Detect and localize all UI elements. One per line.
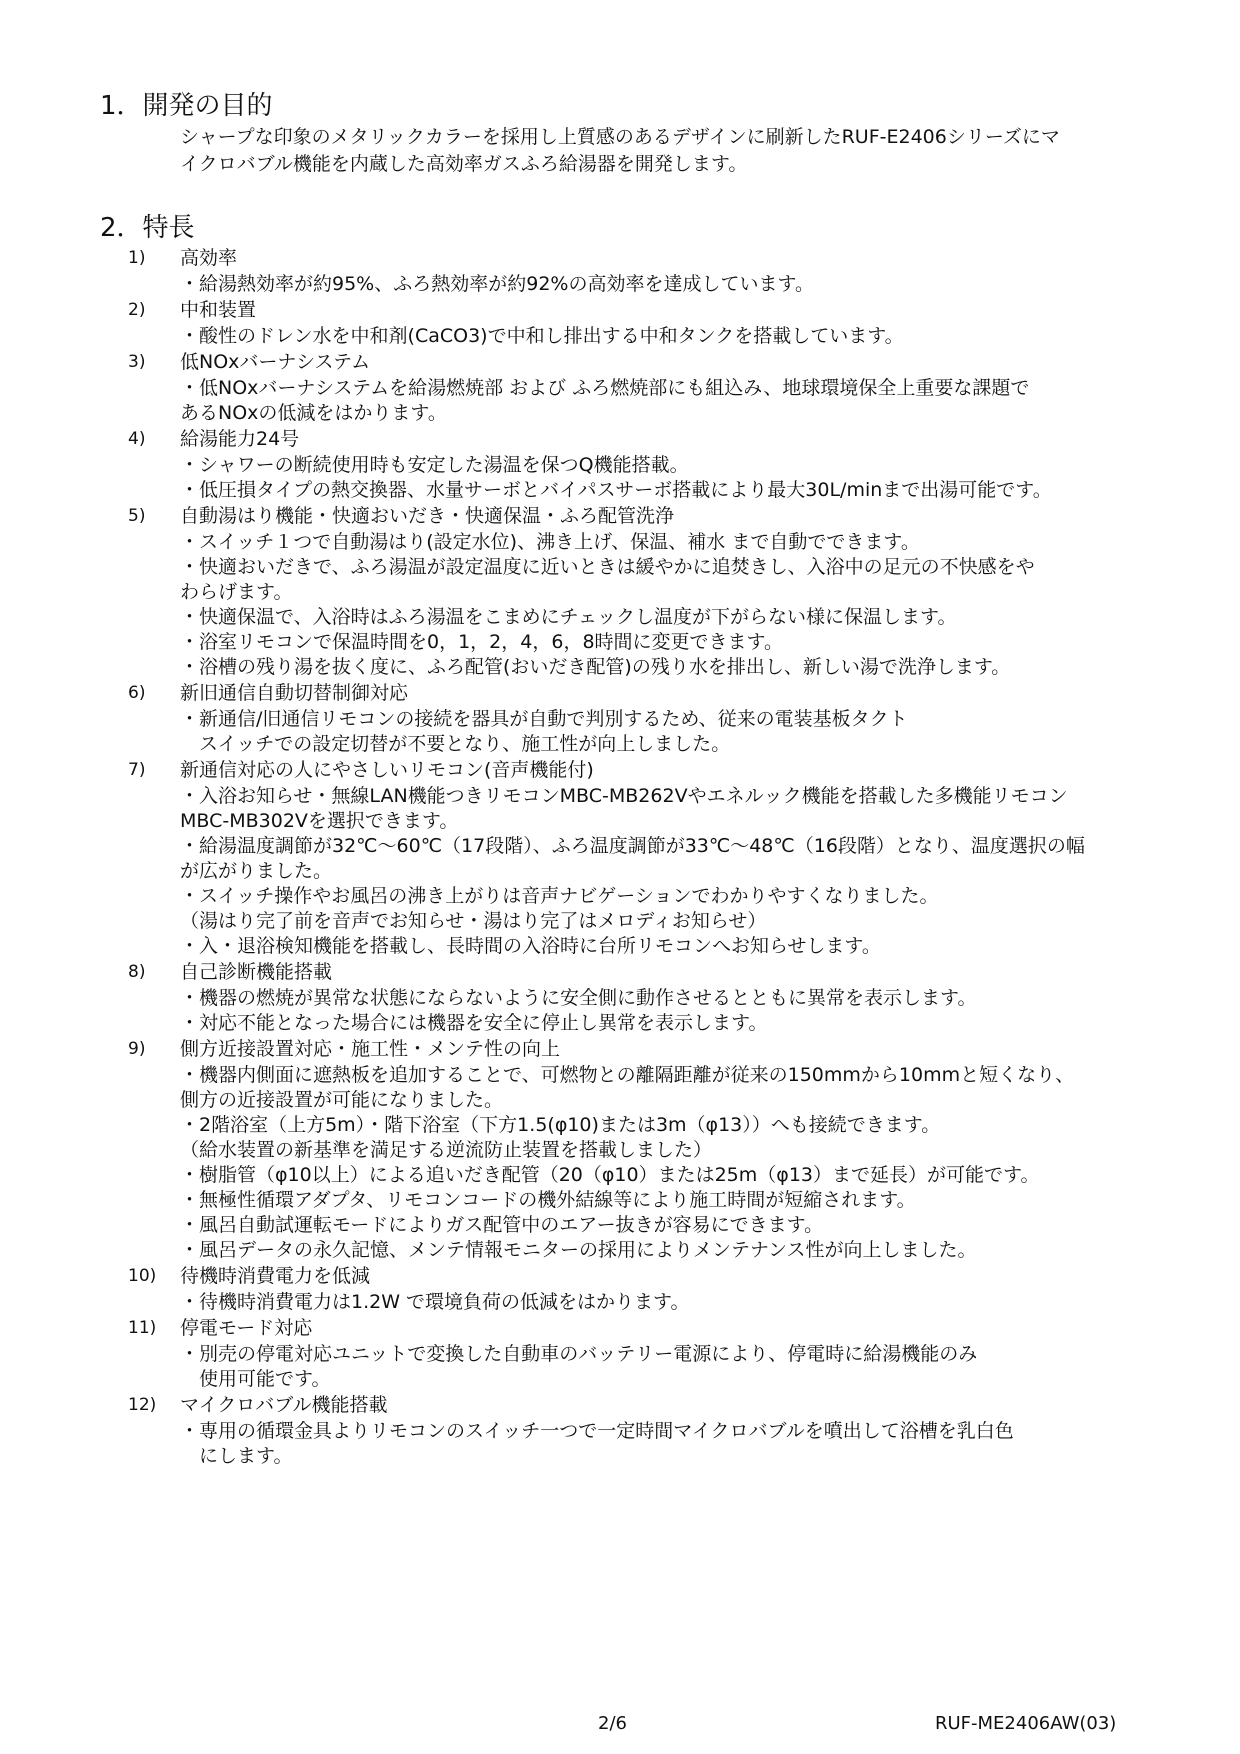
feature-header (0, 1392, 1240, 1419)
feature-detail-line: 側方の近接設置が可能になりました。 (180, 1089, 504, 1111)
feature-header (0, 680, 1240, 707)
feature-detail-line: ・シャワーの断続使用時も安定した湯温を保つQ機能搭載。 (180, 454, 689, 476)
feature-detail-line: ・機器内側面に遮熱板を追加することで、可燃物との離隔距離が従来の150mmから10mmと短くなり、 (180, 1064, 1075, 1086)
feature-detail-line: あるNOxの低減をはかります。 (180, 402, 447, 424)
feature-number: 2) (128, 300, 146, 320)
feature-title: 待機時消費電力を低減 (180, 1265, 371, 1287)
feature-title: 新通信対応の人にやさしいリモコン(音声機能付) (180, 759, 594, 781)
feature-detail-line: にします。 (180, 1445, 293, 1467)
feature-item (0, 1036, 1240, 1263)
feature-title: 高効率 (180, 247, 238, 269)
feature-item (0, 1392, 1240, 1469)
feature-detail-line: が広がりました。 (180, 860, 333, 882)
section-1-body (180, 124, 1160, 178)
feature-detail-line: スイッチでの設定切替が不要となり、施工性が向上しました。 (180, 733, 731, 755)
feature-number: 6) (128, 683, 146, 703)
body-line: シャープな印象のメタリックカラーを採用し上質感のあるデザインに刷新したRUF-E2406シリーズにマ (180, 126, 1060, 148)
feature-number: 11) (128, 1318, 157, 1338)
feature-item (0, 503, 1240, 680)
feature-item (0, 959, 1240, 1036)
feature-detail-line: ・対応不能となった場合には機器を安全に停止し異常を表示します。 (180, 1012, 768, 1034)
feature-detail-line: ・入浴お知らせ・無線LAN機能つきリモコンMBC-MB262Vやエネルック機能を搭載した多機能リモコン (180, 785, 1068, 807)
feature-item (0, 245, 1240, 297)
feature-header (0, 1036, 1240, 1063)
feature-number: 1) (128, 248, 146, 268)
feature-item (0, 297, 1240, 349)
feature-detail-line: ・2階浴室（上方5m）・階下浴室（下方1.5(φ10)または3m（φ13））へも接続できます。 (180, 1114, 941, 1136)
feature-number: 9) (128, 1039, 146, 1059)
feature-detail-line: ・別売の停電対応ユニットで変換した自動車のバッテリー電源により、停電時に給湯機能のみ (180, 1343, 978, 1365)
feature-item (0, 426, 1240, 503)
feature-detail-line: ・風呂自動試運転モードによりガス配管中のエアー抜きが容易にできます。 (180, 1214, 824, 1236)
feature-detail-line: （湯はり完了前を音声でお知らせ・湯はり完了はメロディお知らせ） (180, 910, 767, 932)
feature-title: マイクロバブル機能搭載 (180, 1394, 388, 1416)
feature-detail-line: ・給湯温度調節が32℃～60℃（17段階）、ふろ温度調節が33℃～48℃（16段階）となり、温度選択の幅 (180, 835, 1085, 857)
feature-title: 自己診断機能搭載 (180, 961, 333, 983)
feature-header (0, 959, 1240, 986)
feature-detail-line: ・快適おいだきで、ふろ湯温が設定温度に近いときは緩やかに追焚きし、入浴中の足元の不快感をや (180, 556, 1035, 578)
feature-detail-line: ・新通信/旧通信リモコンの接続を器具が自動で判別するため、従来の電装基板タクト (180, 708, 908, 730)
feature-detail-line: ・樹脂管（φ10以上）による追いだき配管（20（φ10）または25m（φ13）まで延長）が可能です。 (180, 1164, 1040, 1186)
feature-number: 7) (128, 760, 146, 780)
body-line: イクロバブル機能を内蔵した高効率ガスふろ給湯器を開発します。 (180, 153, 748, 175)
feature-item (0, 680, 1240, 757)
feature-detail-line: ・給湯熱効率が約95%、ふろ熱効率が約92%の高効率を達成しています。 (180, 273, 814, 295)
feature-header (0, 1315, 1240, 1342)
feature-header (0, 1263, 1240, 1290)
feature-detail-line: ・酸性のドレン水を中和剤(CaCO3)で中和し排出する中和タンクを搭載しています。 (180, 325, 904, 347)
feature-header (0, 757, 1240, 784)
feature-detail-line: （給水装置の新基準を満足する逆流防止装置を搭載しました） (180, 1139, 713, 1161)
feature-detail-line: ・専用の循環金具よりリモコンのスイッチ一つで一定時間マイクロバブルを噴出して浴槽を乳白色 (180, 1420, 1014, 1442)
feature-detail-line: ・低圧損タイプの熱交換器、水量サーボとバイパスサーボ搭載により最大30L/minまで出湯可能です。 (180, 479, 1052, 501)
feature-title: 停電モード対応 (180, 1317, 313, 1339)
feature-header (0, 349, 1240, 376)
feature-detail-line: ・入・退浴検知機能を搭載し、長時間の入浴時に台所リモコンへお知らせします。 (180, 935, 881, 957)
feature-detail-line: ・スイッチ操作やお風呂の沸き上がりは音声ナビゲーションでわかりやすくなりました。 (180, 885, 939, 907)
feature-detail-line: 使用可能です。 (180, 1368, 331, 1390)
section-1-heading: 1．開発の目的 (100, 91, 273, 121)
feature-detail-line: ・風呂データの永久記憶、メンテ情報モニターの採用によりメンテナンス性が向上しました。 (180, 1239, 977, 1261)
feature-detail-line: ・低NOxバーナシステムを給湯燃焼部 および ふろ燃焼部にも組込み、地球環境保全上重要な課題で (180, 377, 1030, 399)
feature-title: 中和装置 (180, 299, 257, 321)
feature-item (0, 757, 1240, 959)
feature-detail-line: ・浴槽の残り湯を抜く度に、ふろ配管(おいだき配管)の残り水を排出し、新しい湯で洗浄します。 (180, 656, 1011, 678)
feature-detail-line: ・スイッチ１つで自動湯はり(設定水位)、沸き上げ、保温、補水 まで自動でできます。 (180, 531, 920, 553)
feature-detail-line: ・待機時消費電力は1.2W で環境負荷の低減をはかります。 (180, 1291, 690, 1313)
feature-title: 側方近接設置対応・施工性・メンテ性の向上 (180, 1038, 561, 1060)
feature-detail-line: ・機器の燃焼が異常な状態にならないように安全側に動作させるとともに異常を表示します。 (180, 987, 977, 1009)
feature-item (0, 1315, 1240, 1392)
document-id: RUF-ME2406AW(03) (935, 1713, 1117, 1734)
feature-title: 自動湯はり機能・快適おいだき・快適保温・ふろ配管洗浄 (180, 505, 675, 527)
feature-detail-line: ・無極性循環アダプタ、リモコンコードの機外結線等により施工時間が短縮されます。 (180, 1189, 916, 1211)
feature-number: 4) (128, 429, 146, 449)
feature-detail-line: わらげます。 (180, 581, 293, 603)
feature-detail-line: ・浴室リモコンで保温時間を0，1，2，4，6，8時間に変更できます。 (180, 631, 784, 653)
feature-number: 3) (128, 352, 146, 372)
feature-detail-line: ・快適保温で、入浴時はふろ湯温をこまめにチェックし温度が下がらない様に保温します。 (180, 606, 957, 628)
page-number: 2/6 (598, 1713, 627, 1734)
feature-item (0, 349, 1240, 426)
section-2-heading: 2．特長 (100, 213, 195, 243)
feature-number: 10) (128, 1266, 157, 1286)
feature-header (0, 503, 1240, 530)
feature-number: 5) (128, 506, 146, 526)
feature-list (0, 245, 1240, 1469)
feature-header (0, 245, 1240, 272)
feature-number: 8) (128, 962, 146, 982)
feature-title: 低NOxバーナシステム (180, 351, 371, 373)
feature-title: 給湯能力24号 (180, 428, 300, 450)
feature-header (0, 426, 1240, 453)
feature-number: 12) (128, 1395, 157, 1415)
feature-item (0, 1263, 1240, 1315)
feature-detail-line: MBC-MB302Vを選択できます。 (180, 810, 459, 832)
feature-title: 新旧通信自動切替制御対応 (180, 682, 409, 704)
feature-header (0, 297, 1240, 324)
